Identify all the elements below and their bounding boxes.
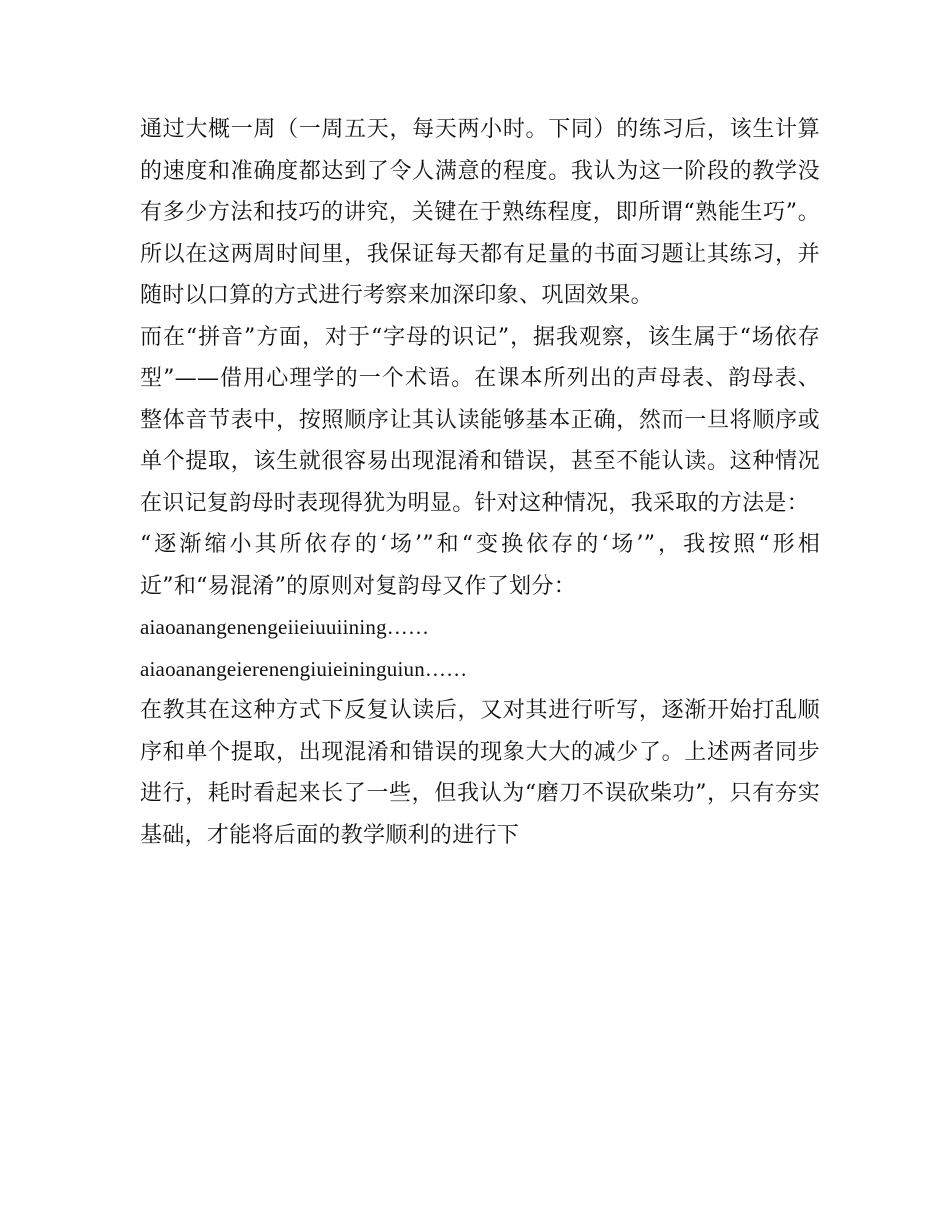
paragraph-method: “逐渐缩小其所依存的‘场’”和“变换依存的‘场’”，我按照“形相近”和“易混淆”的原则对复韵母又作了划分： xyxy=(140,532,820,599)
pinyin-group-2: aiaoanangeierenengiuieininguiun…… xyxy=(140,656,468,681)
document-page xyxy=(140,109,820,856)
pinyin-group-1: aiaoanangenengeiieiuuiining…… xyxy=(140,615,430,639)
paragraph-result: 在教其在这种方式下反复认读后，又对其进行听写，逐渐开始打乱顺序和单个提取，出现混淆和错误的现象大大的减少了。上述两者同步进行，耗时看起来长了一些，但我认为“磨刀不误砍柴功”，只有夯实基础，才能将后面的教学顺利的进行下 xyxy=(140,698,820,848)
paragraph-practice: 通过大概一周（一周五天，每天两小时。下同）的练习后，该生计算的速度和准确度都达到了令人满意的程度。我认为这一阶段的教学没有多少方法和技巧的讲究，关键在于熟练程度，即所谓“熟能生巧”。所以在这两周时间里，我保证每天都有足量的书面习题让其练习，并随时以口算的方式进行考察来加深印象、巩固效果。 xyxy=(140,117,820,308)
paragraph-pinyin: 而在“拼音”方面，对于“字母的识记”，据我观察，该生属于“场依存型”——借用心理学的一个术语。在课本所列出的声母表、韵母表、整体音节表中，按照顺序让其认读能够基本正确，然而一旦将顺序或单个提取，该生就很容易出现混淆和错误，甚至不能认读。这种情况在识记复韵母时表现得犹为明显。针对这种情况，我采取的方法是： xyxy=(140,324,820,516)
